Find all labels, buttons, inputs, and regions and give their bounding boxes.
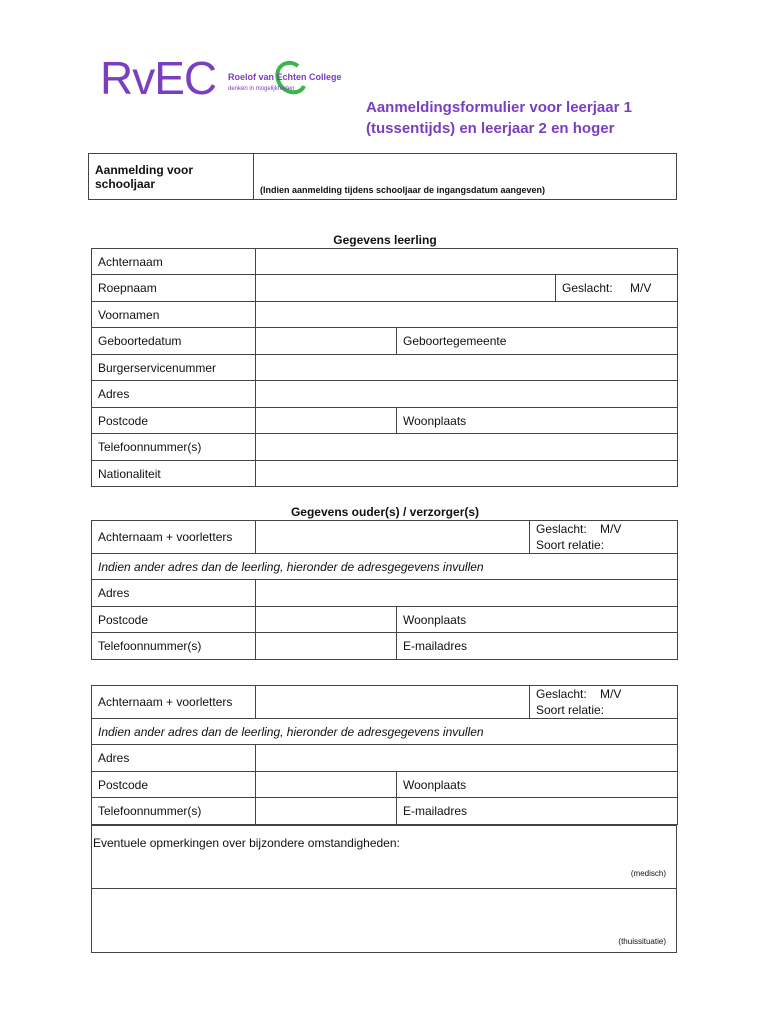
parent-2-woonplaats-field[interactable] [397,772,678,798]
student-adres-label: Adres [92,381,256,408]
remarks-label: Eventuele opmerkingen over bijzondere omstandigheden: [93,836,400,850]
remarks-medisch-field[interactable] [92,826,677,889]
student-voornamen-field[interactable] [256,302,678,328]
parent-1-adres-field[interactable] [256,580,678,607]
student-woonplaats-label: Woonplaats [403,413,467,428]
parent-1-woonplaats-field[interactable] [397,607,678,633]
student-achternaam-label: Achternaam [92,249,256,275]
parent-1-table [91,520,678,660]
parent-1-telefoon-label: Telefoonnummer(s) [92,633,256,660]
logo-tagline: denken in mogelijkheden [228,86,295,92]
parent-2-adres-label: Adres [92,745,256,772]
remarks-thuis-field[interactable] [92,889,677,953]
student-postcode-label: Postcode [92,408,256,434]
parent-2-geslacht-mv: M/V [600,687,622,701]
parent-2-email-label: E-mailadres [403,804,468,818]
student-adres-field[interactable] [256,381,678,408]
form-title [366,97,632,139]
parent-1-address-note: Indien ander adres dan de leerling, hieronder de adresgegevens invullen [92,554,678,580]
student-nationaliteit-field[interactable] [256,461,678,487]
parent-1-adres-label: Adres [92,580,256,607]
parent-2-geslacht-field[interactable] [530,686,678,719]
student-woonplaats-field[interactable] [397,408,678,434]
parent-2-postcode-field[interactable] [256,772,397,798]
schoolyear-field[interactable] [254,154,677,200]
parent-1-postcode-field[interactable] [256,607,397,633]
student-telefoon-label: Telefoonnummer(s) [92,434,256,461]
parent-1-relatie-label: Soort relatie: [536,538,605,552]
schoolyear-note: (Indien aanmelding tijdens schooljaar de ingangsdatum aangeven) [260,185,546,195]
parent-1-geslacht-mv: M/V [600,522,622,536]
parent-1-naam-field[interactable] [256,521,530,554]
parent-1-postcode-label: Postcode [92,607,256,633]
logo-letters: RvEC [100,52,217,104]
remarks-thuis-label: (thuissituatie) [618,937,666,946]
schoolyear-label-line2: schooljaar [95,176,156,191]
student-geslacht-field[interactable] [556,275,678,302]
parent-2-naam-field[interactable] [256,686,530,719]
logo-school-name: Roelof van Echten College [228,72,342,82]
student-bsn-label: Burgerservicenummer [92,355,256,381]
parent-1-geslacht-field[interactable] [530,521,678,554]
student-nationaliteit-label: Nationaliteit [92,461,256,487]
parent-2-relatie-label: Soort relatie: [536,703,605,717]
parent-1-geslacht-label: Geslacht: [536,522,587,536]
parent-2-email-field[interactable] [397,798,678,825]
parent-2-table [91,685,678,825]
student-roepnaam-label: Roepnaam [92,275,256,302]
parent-2-address-note: Indien ander adres dan de leerling, hieronder de adresgegevens invullen [92,719,678,745]
student-geboortedatum-label: Geboortedatum [92,328,256,355]
parent-1-telefoon-field[interactable] [256,633,397,660]
student-geslacht-mv: M/V [630,281,652,295]
remarks-table [91,825,677,953]
student-section-title: Gegevens leerling [333,233,437,247]
student-bsn-field[interactable] [256,355,678,381]
parent-1-email-label: E-mailadres [403,639,468,653]
student-geboortegemeente-label: Geboortegemeente [403,334,507,348]
student-voornamen-label: Voornamen [92,302,256,328]
parent-2-postcode-label: Postcode [92,772,256,798]
student-roepnaam-field[interactable] [256,275,556,302]
parent-2-telefoon-field[interactable] [256,798,397,825]
schoolyear-table [88,153,677,200]
student-achternaam-field[interactable] [256,249,678,275]
parents-section-title: Gegevens ouder(s) / verzorger(s) [290,505,480,519]
student-geslacht-label: Geslacht: [562,281,613,295]
student-table [91,248,678,487]
parent-2-adres-field[interactable] [256,745,678,772]
form-title-line2: (tussentijds) en leerjaar 2 en hoger [366,120,615,137]
parent-1-woonplaats-label: Woonplaats [403,612,467,627]
schoolyear-label-line1: Aanmelding voor [95,162,194,177]
form-title-line1: Aanmeldingsformulier voor leerjaar 1 [366,99,632,116]
student-telefoon-field[interactable] [256,434,678,461]
parent-2-telefoon-label: Telefoonnummer(s) [92,798,256,825]
school-logo [100,52,340,112]
parent-2-geslacht-label: Geslacht: [536,687,587,701]
parent-2-naam-label: Achternaam + voorletters [92,686,256,719]
parent-2-woonplaats-label: Woonplaats [403,777,467,792]
student-geboortegemeente-field[interactable] [397,328,678,355]
remarks-medisch-label: (medisch) [630,869,666,878]
student-postcode-field[interactable] [256,408,397,434]
schoolyear-label [89,154,254,200]
parent-1-naam-label: Achternaam + voorletters [92,521,256,554]
parent-1-email-field[interactable] [397,633,678,660]
student-geboortedatum-field[interactable] [256,328,397,355]
